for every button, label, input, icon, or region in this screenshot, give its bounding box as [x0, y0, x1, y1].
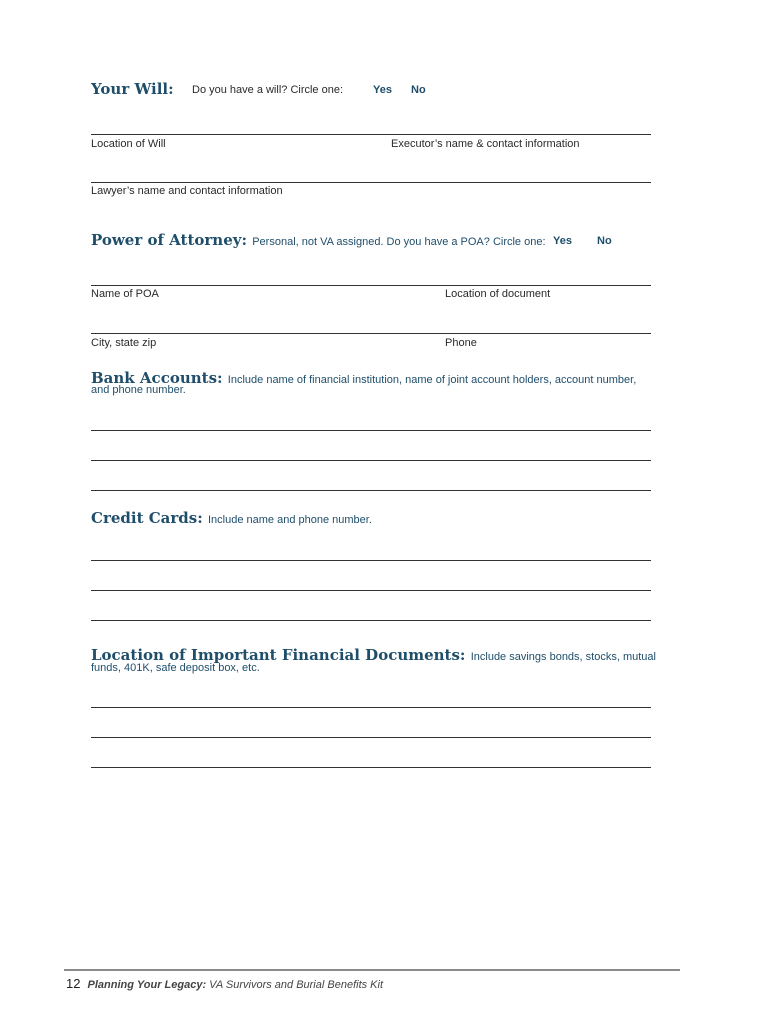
poa-no-option[interactable]: No [597, 235, 612, 247]
executor-label: Executor’s name & contact information [391, 138, 580, 150]
footer-title-bold: Planning Your Legacy: [87, 979, 207, 991]
credit-line-3[interactable] [91, 620, 651, 621]
footer-title-rest: VA Survivors and Burial Benefits Kit [209, 979, 384, 991]
poa-name-label: Name of POA [91, 288, 159, 300]
will-location-line[interactable] [91, 134, 651, 135]
docs-line-3[interactable] [91, 767, 651, 768]
bank-line-3[interactable] [91, 490, 651, 491]
bank-instruction-line1: Include name of financial institution, name of joint account holders, account number, [227, 374, 637, 386]
poa-city-label: City, state zip [91, 337, 157, 349]
poa-heading-text: Power of Attorney: [91, 231, 247, 249]
docs-line-2[interactable] [91, 737, 651, 738]
lawyer-line[interactable] [91, 182, 651, 183]
poa-name-line[interactable] [91, 285, 651, 286]
page-number: 12 [66, 976, 81, 991]
credit-heading-text: Credit Cards: [91, 509, 203, 527]
footer-rule [64, 969, 680, 971]
bank-line-2[interactable] [91, 460, 651, 461]
footer [66, 976, 383, 991]
poa-phone-label: Phone [445, 337, 477, 349]
credit-line-2[interactable] [91, 590, 651, 591]
will-location-label: Location of Will [91, 138, 166, 150]
credit-line-1[interactable] [91, 560, 651, 561]
lawyer-label: Lawyer’s name and contact information [91, 185, 283, 197]
bank-heading-text: Bank Accounts: [91, 369, 223, 387]
will-question: Do you have a will? Circle one: [192, 84, 344, 96]
credit-heading [91, 509, 372, 527]
poa-question: Personal, not VA assigned. Do you have a POA? Circle one: [252, 236, 546, 248]
poa-location-label: Location of document [445, 288, 551, 300]
docs-instruction-line1: Include savings bonds, stocks, mutual [470, 651, 656, 663]
bank-line-1[interactable] [91, 430, 651, 431]
will-no-option[interactable]: No [411, 84, 426, 96]
credit-instruction: Include name and phone number. [208, 514, 372, 526]
will-yes-option[interactable]: Yes [373, 84, 392, 96]
docs-heading-text: Location of Important Financial Documents: [91, 646, 466, 664]
will-heading: Your Will: [91, 80, 174, 98]
poa-heading [91, 231, 546, 249]
poa-city-line[interactable] [91, 333, 651, 334]
docs-instruction-line2: funds, 401K, safe deposit box, etc. [91, 662, 260, 674]
poa-yes-option[interactable]: Yes [553, 235, 572, 247]
bank-instruction-line2: and phone number. [91, 384, 186, 396]
docs-line-1[interactable] [91, 707, 651, 708]
